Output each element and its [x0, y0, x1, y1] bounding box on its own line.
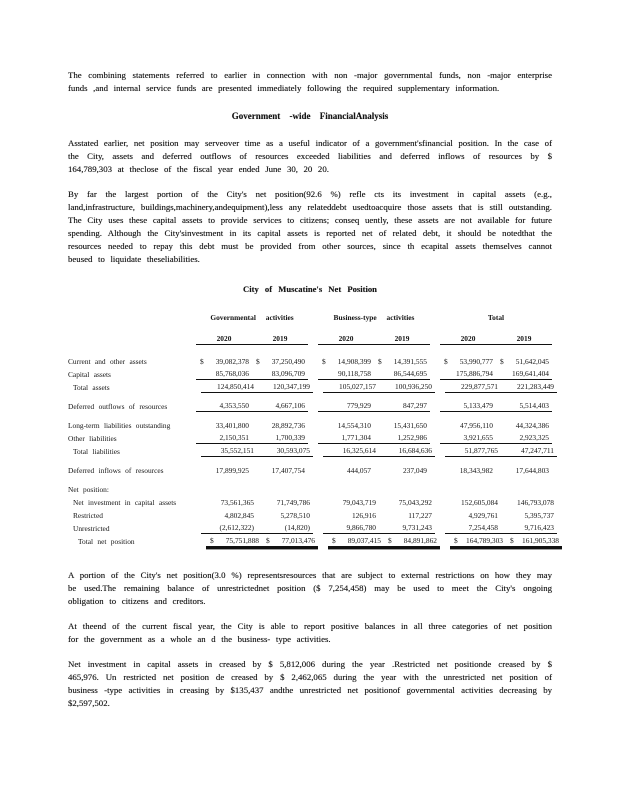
cell-value: 1,771,304 — [341, 433, 371, 442]
table-cell — [252, 400, 308, 411]
table-row — [68, 495, 552, 508]
table-cell — [196, 368, 252, 379]
dollar-sign: $ — [210, 536, 214, 545]
table-cell — [323, 522, 379, 533]
table-cell — [379, 510, 435, 521]
cell-value: 169,641,404 — [512, 369, 549, 378]
cell-value: 17,407,754 — [271, 466, 305, 475]
table-row — [68, 444, 552, 457]
cell-value: 9,731,243 — [402, 523, 432, 532]
value-pair — [323, 445, 435, 457]
table-cell — [257, 445, 313, 456]
value-pair — [196, 432, 308, 444]
cell-value: 4,929,761 — [468, 511, 498, 520]
table-cell — [252, 432, 308, 443]
cell-value: 35,552,151 — [220, 446, 254, 455]
table-cell — [501, 381, 557, 392]
row-label: Net position: — [68, 485, 109, 494]
dollar-sign: $ — [256, 357, 260, 366]
dollar-sign: $ — [510, 536, 514, 545]
dollar-sign: $ — [444, 357, 448, 366]
cell-value: 175,886,794 — [456, 369, 493, 378]
value-pair — [318, 420, 430, 431]
table-cell — [496, 420, 552, 431]
cell-value: (2,612,322) — [219, 523, 254, 532]
table-cell — [257, 381, 313, 392]
cell-value: 152,605,084 — [461, 498, 498, 507]
table-cell — [318, 432, 374, 443]
table-row — [68, 431, 552, 444]
value-pair — [440, 432, 552, 444]
row-label: Total net position — [78, 537, 135, 546]
table-cell — [501, 445, 557, 456]
cell-value: 5,514,403 — [519, 401, 549, 410]
cell-value: 17,899,925 — [215, 466, 249, 475]
cell-value: 89,037,415 — [347, 536, 381, 545]
table-cell — [445, 497, 501, 508]
cell-value: 37,250,490 — [271, 357, 305, 366]
column-group-header: Governmental activities — [210, 313, 294, 322]
section-heading-government-wide-financial-analysis: Government -wide FinancialAnalysis — [231, 111, 389, 121]
table-cell — [506, 535, 562, 546]
value-pair — [201, 510, 313, 521]
value-pair — [323, 497, 435, 508]
paragraph-combining-statements: The combining statements referred to earlier in connection with non -major governmental funds, non -major enterprise funds ,and internal service funds are presented immediately following the required supplementary information. — [68, 70, 552, 93]
table-cell — [374, 368, 430, 379]
table-cell — [501, 522, 557, 533]
table-cell — [496, 356, 552, 367]
table-cell — [374, 400, 430, 411]
table-row — [68, 380, 552, 393]
table-cell — [201, 445, 257, 456]
table-cell — [440, 400, 496, 411]
value-pair — [206, 535, 318, 547]
cell-value: 75,751,888 — [225, 536, 259, 545]
cell-value: 444,057 — [346, 466, 371, 475]
row-label: Capital assets — [68, 370, 111, 379]
row-label: Total liabilities — [73, 447, 120, 456]
row-label: Other liabilities — [68, 434, 117, 443]
table-cell — [374, 420, 430, 431]
value-pair — [440, 356, 552, 367]
table-cell — [323, 381, 379, 392]
cell-value: 14,391,555 — [393, 357, 427, 366]
cell-value: 4,802,845 — [224, 511, 254, 520]
cell-value: 51,877,765 — [464, 446, 498, 455]
cell-value: 229,877,571 — [461, 382, 498, 391]
value-pair — [440, 465, 552, 476]
year-header: 2019 — [516, 334, 532, 343]
value-pair — [323, 510, 435, 521]
value-pair — [318, 368, 430, 380]
value-pair — [440, 400, 552, 412]
table-cell — [501, 510, 557, 521]
cell-value: 90,118,758 — [338, 369, 371, 378]
paragraph-net-investment-changes: Net investment in capital assets in creased by $ 5,812,006 during the year .Restricted net positionde creased by $ 465,976. Un restricted net position de creased by $ 2,462,065 during the year with the unrestricted net position of business -type activities in creasing by $135,437 andthe unrestricted net positionof governmental activities decreasing by $2,597,502. — [68, 659, 552, 708]
value-pair — [201, 497, 313, 508]
table-title-net-position: City of Muscatine's Net Position — [243, 284, 377, 294]
table-cell — [384, 535, 440, 546]
cell-value: 84,891,862 — [403, 536, 437, 545]
row-label: Deferred outflows of resources — [68, 402, 168, 411]
table-row — [68, 521, 552, 534]
table-cell — [201, 497, 257, 508]
table-row — [68, 354, 552, 367]
table-cell — [318, 465, 374, 476]
cell-value: 5,278,510 — [280, 511, 310, 520]
row-label: Long-term liabilities outstanding — [68, 421, 171, 430]
cell-value: 53,990,777 — [459, 357, 493, 366]
table-row — [68, 534, 559, 547]
table-cell — [323, 497, 379, 508]
table-cell — [252, 420, 308, 431]
column-group-header: Total — [487, 313, 505, 322]
cell-value: (14,820) — [284, 523, 310, 532]
table-cell — [440, 368, 496, 379]
cell-value: 51,642,045 — [515, 357, 549, 366]
table-row — [68, 482, 552, 495]
value-pair — [440, 368, 552, 380]
value-pair — [201, 381, 313, 393]
table-cell — [445, 510, 501, 521]
dollar-sign: $ — [322, 357, 326, 366]
table-cell — [450, 535, 506, 546]
paragraph-positive-balances: At theend of the current fiscal year, the City is able to report positive balances in all three categories of net position for the government as a whole an d the business- type activities. — [68, 621, 552, 644]
table-cell — [318, 368, 374, 379]
dollar-sign: $ — [332, 536, 336, 545]
value-pair — [318, 356, 430, 367]
value-pair — [196, 465, 308, 476]
cell-value: 105,027,157 — [339, 382, 376, 391]
table-cell — [323, 445, 379, 456]
dollar-sign: $ — [388, 536, 392, 545]
row-label: Restricted — [73, 511, 103, 520]
net-position-table — [68, 310, 559, 547]
table-cell — [445, 522, 501, 533]
value-pair — [323, 381, 435, 393]
cell-value: 79,043,719 — [342, 498, 376, 507]
cell-value: 237,049 — [402, 466, 427, 475]
table-cell — [196, 420, 252, 431]
cell-value: 33,401,800 — [215, 421, 249, 430]
table-cell — [445, 445, 501, 456]
year-header: 2019 — [394, 334, 410, 343]
table-cell — [252, 465, 308, 476]
table-cell — [501, 497, 557, 508]
table-cell — [496, 400, 552, 411]
year-header: 2019 — [272, 334, 288, 343]
value-pair — [445, 381, 557, 393]
cell-value: 161,905,338 — [522, 536, 559, 545]
cell-value: 120,347,199 — [273, 382, 310, 391]
table-cell — [374, 465, 430, 476]
year-header-pair — [318, 333, 430, 345]
cell-value: 164,789,303 — [466, 536, 503, 545]
table-header-years — [68, 332, 552, 345]
table-cell — [323, 510, 379, 521]
value-pair — [318, 400, 430, 412]
cell-value: 221,283,449 — [517, 382, 554, 391]
table-row — [68, 367, 552, 380]
table-cell — [379, 445, 435, 456]
value-pair — [440, 420, 552, 431]
cell-value: 779,929 — [346, 401, 371, 410]
dollar-sign: $ — [454, 536, 458, 545]
cell-value: 18,343,982 — [459, 466, 493, 475]
table-cell — [445, 381, 501, 392]
value-pair — [445, 522, 557, 534]
header-gap — [68, 323, 552, 332]
row-label: Total assets — [73, 383, 110, 392]
table-row — [68, 418, 552, 431]
value-pair — [445, 445, 557, 457]
column-group-header: Business-type activities — [333, 313, 415, 322]
table-cell — [440, 432, 496, 443]
cell-value: 75,043,292 — [398, 498, 432, 507]
cell-value: 2,923,325 — [519, 433, 549, 442]
cell-value: 14,908,399 — [337, 357, 371, 366]
cell-value: 5,133,479 — [463, 401, 493, 410]
table-cell — [257, 497, 313, 508]
cell-value: 7,254,458 — [468, 523, 498, 532]
table-row — [68, 508, 552, 521]
cell-value: 1,700,339 — [275, 433, 305, 442]
table-cell — [440, 465, 496, 476]
table-cell — [201, 510, 257, 521]
cell-value: 39,082,378 — [215, 357, 249, 366]
cell-value: 17,644,803 — [515, 466, 549, 475]
cell-value: 2,150,351 — [219, 433, 249, 442]
paragraph-net-position-indicator: Asstated earlier, net position may serveover time as a useful indicator of a government'sfinancial position. In the case of the City, assets and deferred outflows of resources exceeded liabilities and deferred inflows of resources by $ 164,789,303 at theclose of the fiscal year ended June 30, 20 20. — [68, 138, 552, 174]
dollar-sign: $ — [266, 536, 270, 545]
table-cell — [252, 368, 308, 379]
row-label: Deferred inflows of resources — [68, 466, 164, 475]
value-pair — [201, 445, 313, 457]
table-cell — [496, 432, 552, 443]
table-cell — [318, 356, 374, 367]
table-cell — [201, 522, 257, 533]
table-cell — [252, 356, 308, 367]
table-cell — [374, 356, 430, 367]
table-cell — [201, 381, 257, 392]
year-header-pair — [440, 333, 552, 345]
row-label: Unrestricted — [73, 524, 110, 533]
value-pair — [196, 400, 308, 412]
table-row — [68, 463, 552, 476]
cell-value: 124,850,414 — [217, 382, 254, 391]
table-cell — [328, 535, 384, 546]
value-pair — [328, 535, 440, 547]
value-pair — [323, 522, 435, 534]
dollar-sign: $ — [200, 357, 204, 366]
table-cell — [196, 432, 252, 443]
table-cell — [496, 368, 552, 379]
table-cell — [318, 420, 374, 431]
year-header: 2020 — [338, 334, 354, 343]
year-header-pair — [196, 333, 308, 345]
cell-value: 1,252,986 — [397, 433, 427, 442]
cell-value: 14,554,310 — [337, 421, 371, 430]
dollar-sign: $ — [378, 357, 382, 366]
cell-value: 4,353,550 — [219, 401, 249, 410]
cell-value: 4,667,106 — [275, 401, 305, 410]
value-pair — [196, 420, 308, 431]
value-pair — [450, 535, 562, 547]
cell-value: 3,921,655 — [463, 433, 493, 442]
table-cell — [379, 497, 435, 508]
table-cell — [440, 420, 496, 431]
cell-value: 15,431,650 — [393, 421, 427, 430]
table-cell — [496, 465, 552, 476]
dollar-sign: $ — [500, 357, 504, 366]
cell-value: 44,324,386 — [515, 421, 549, 430]
table-cell — [374, 432, 430, 443]
header-gap — [68, 345, 552, 354]
cell-value: 85,768,036 — [215, 369, 249, 378]
value-pair — [445, 497, 557, 508]
row-label: Net investment in capital assets — [73, 498, 177, 507]
table-cell — [379, 381, 435, 392]
value-pair — [196, 368, 308, 380]
cell-value: 28,892,736 — [271, 421, 305, 430]
cell-value: 100,936,250 — [395, 382, 432, 391]
year-header: 2020 — [216, 334, 232, 343]
paragraph-largest-portion: By far the largest portion of the City's net position(92.6 %) refle cts its investment in capital assets (e.g., land,infrastructure, buildings,machinery,andequipment),less any relateddebt usedtoacquire those assets that is still outstanding. The City uses these capital assets to provide services to citizens; conseq uently, these assets are not available for future spending. Although the City'sinvestment in its capital assets is reported net of related debt, it should be notedthat the resources needed to repay this debt must be provided from other sources, since th ecapital assets themselves cannot beused to liquidate theseliabilities. — [68, 189, 552, 264]
row-label: Current and other assets — [68, 357, 147, 366]
table-cell — [196, 356, 252, 367]
cell-value: 77,013,476 — [281, 536, 315, 545]
cell-value: 47,247,711 — [521, 446, 554, 455]
cell-value: 16,684,636 — [398, 446, 432, 455]
value-pair — [196, 356, 308, 367]
table-cell — [262, 535, 318, 546]
value-pair — [201, 522, 313, 534]
cell-value: 86,544,695 — [393, 369, 427, 378]
table-cell — [196, 400, 252, 411]
table-cell — [196, 465, 252, 476]
table-cell — [440, 356, 496, 367]
value-pair — [318, 432, 430, 444]
value-pair — [445, 510, 557, 521]
value-pair — [318, 465, 430, 476]
table-cell — [257, 510, 313, 521]
cell-value: 9,866,780 — [346, 523, 376, 532]
table-row — [68, 399, 552, 412]
cell-value: 9,716,423 — [524, 523, 554, 532]
year-header: 2020 — [460, 334, 476, 343]
table-header-groups — [68, 310, 552, 323]
cell-value: 83,096,709 — [271, 369, 305, 378]
table-cell — [206, 535, 262, 546]
cell-value: 146,793,078 — [517, 498, 554, 507]
table-cell — [257, 522, 313, 533]
paragraph-restricted-resources: A portion of the City's net position(3.0 %) representsresources that are subject to external restrictions on how they may be used.The remaining balance of unrestrictednet position ($ 7,254,458) may be used to meet the City's ongoing obligation to citizens and creditors. — [68, 570, 552, 606]
cell-value: 126,916 — [351, 511, 376, 520]
table-cell — [318, 400, 374, 411]
cell-value: 5,395,737 — [524, 511, 554, 520]
table-cell — [379, 522, 435, 533]
cell-value: 16,325,614 — [342, 446, 376, 455]
cell-value: 117,227 — [408, 511, 432, 520]
cell-value: 847,297 — [402, 401, 427, 410]
cell-value: 73,561,365 — [220, 498, 254, 507]
cell-value: 30,593,075 — [276, 446, 310, 455]
cell-value: 47,956,110 — [460, 421, 493, 430]
cell-value: 71,749,786 — [276, 498, 310, 507]
